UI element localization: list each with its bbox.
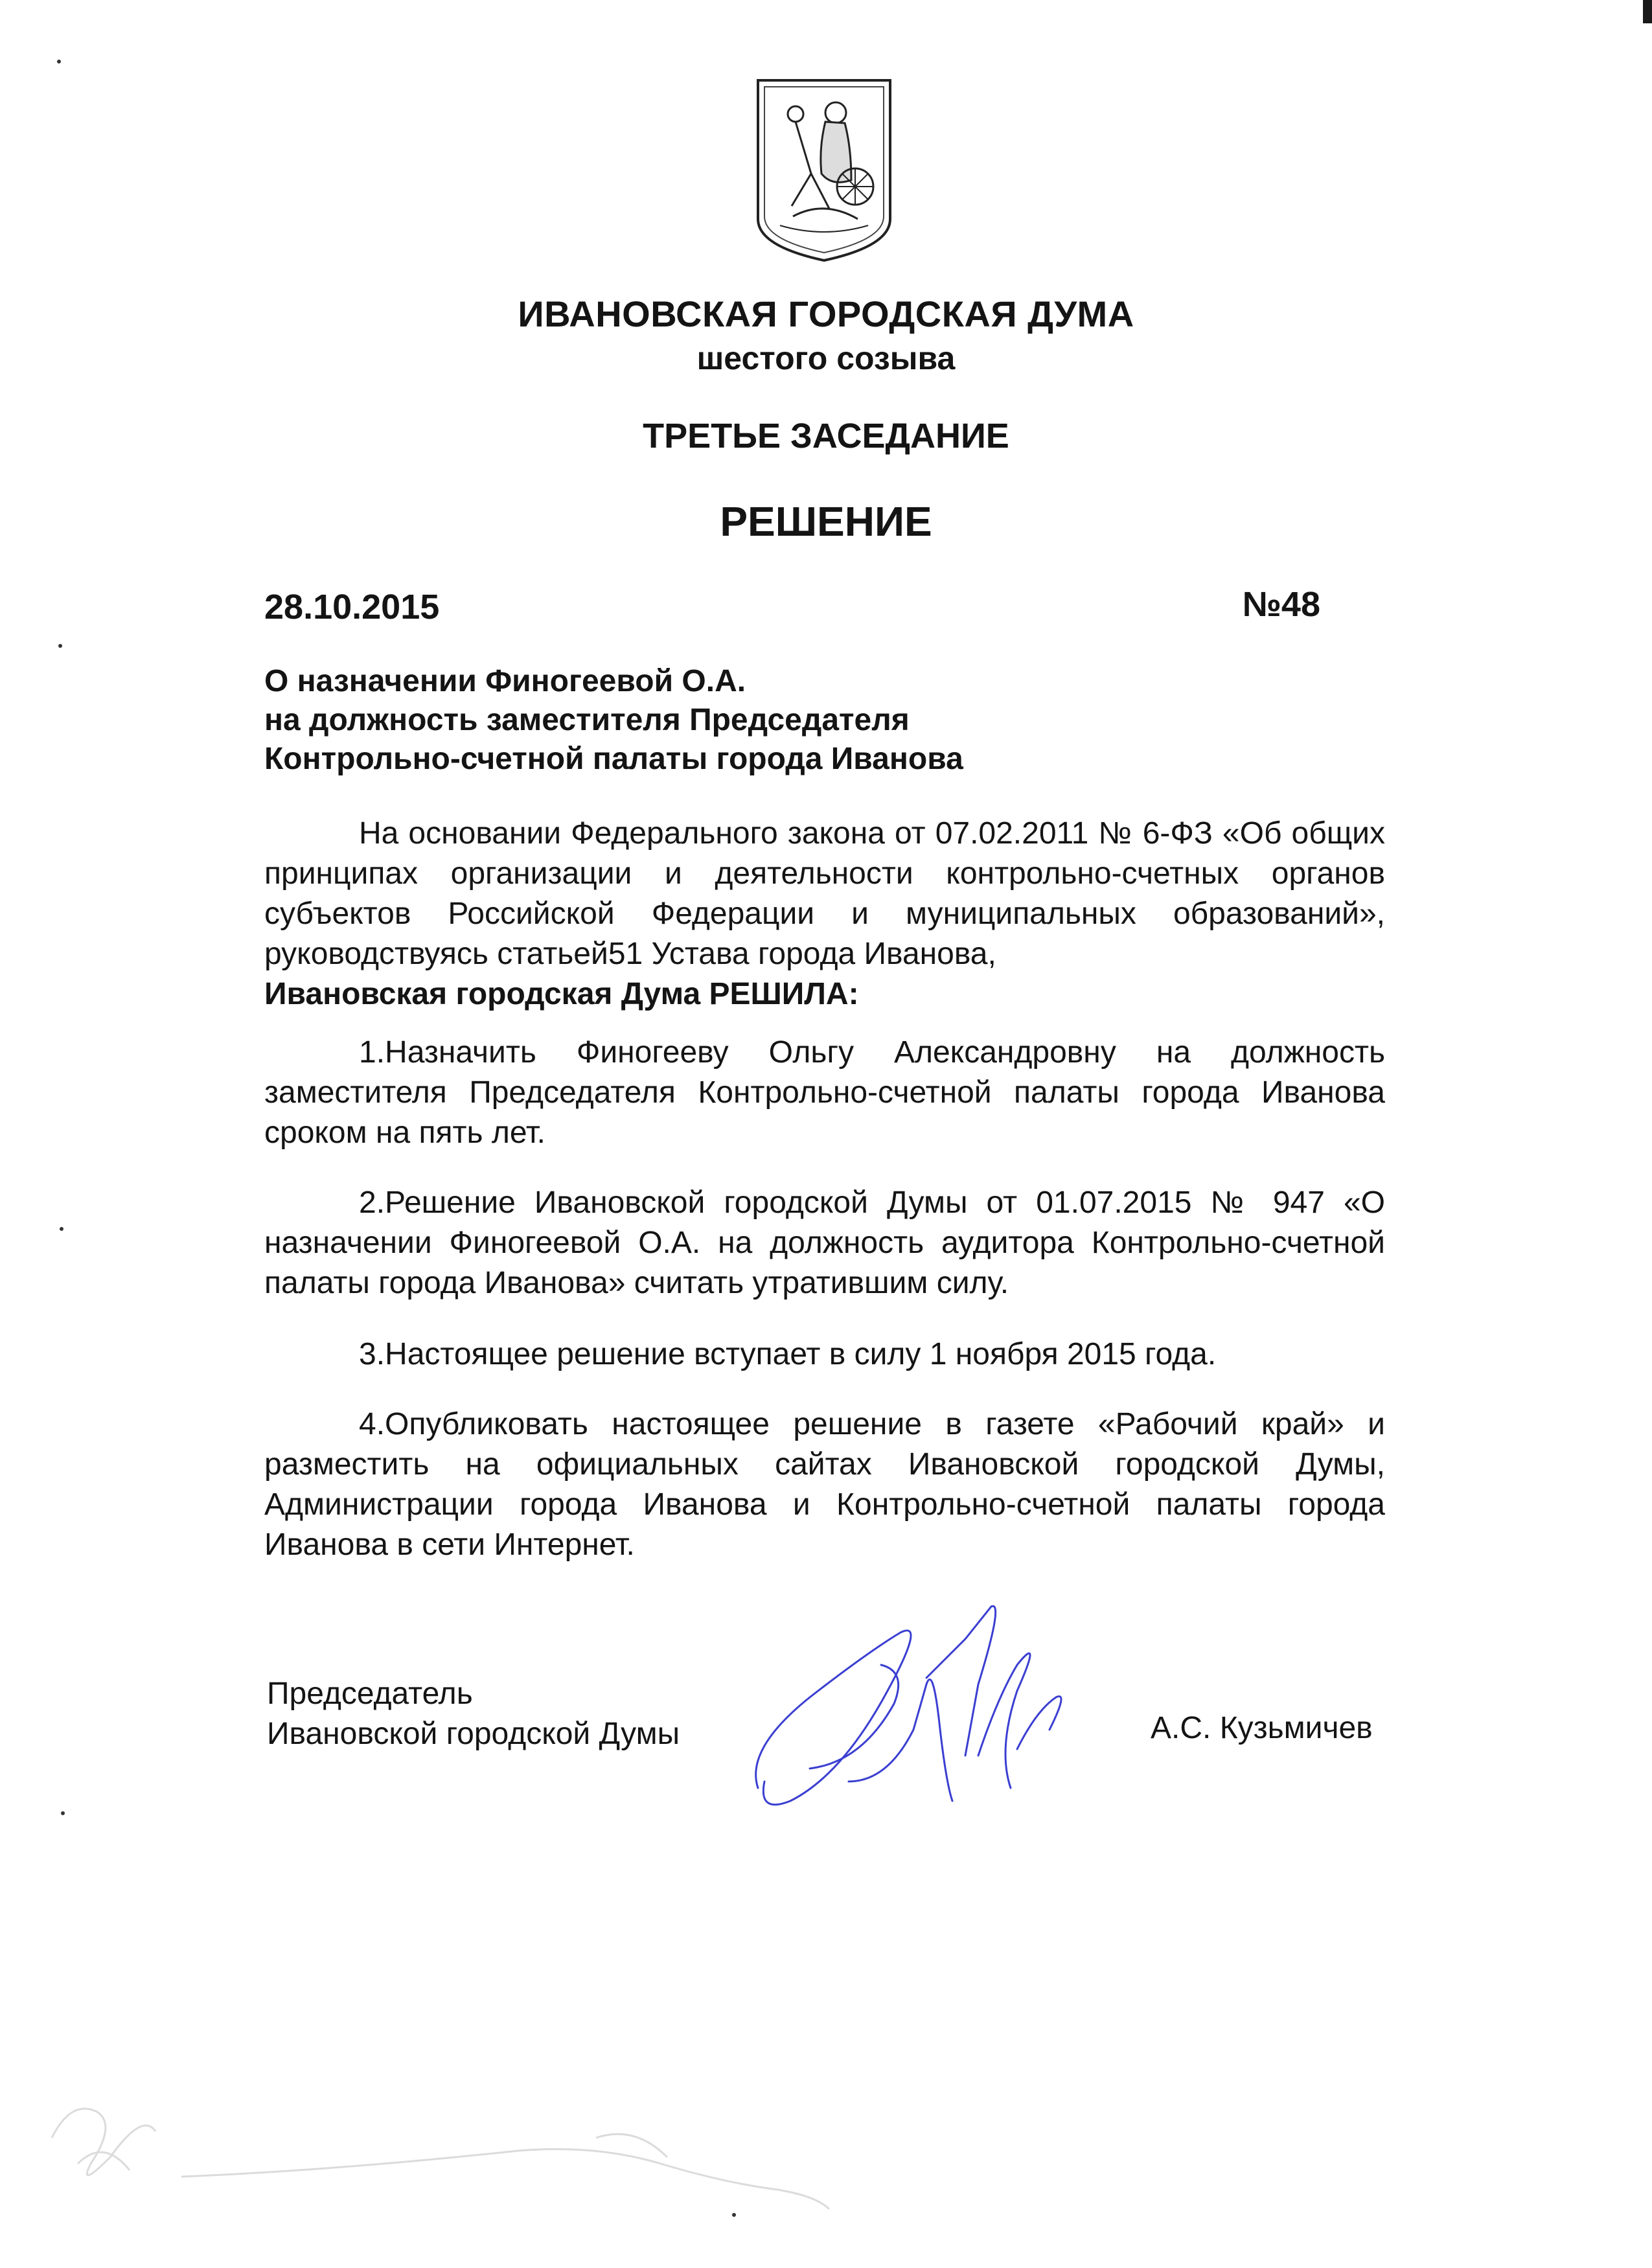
- subject-line: на должность заместителя Председателя: [264, 703, 910, 737]
- faint-bleed-through-mark: [13, 2060, 855, 2241]
- subject-line: Контрольно-счетной палаты города Иванова: [264, 742, 963, 776]
- signatory-title-line: Председатель: [267, 1677, 473, 1711]
- signatory-name: А.С. Кузьмичев: [1151, 1711, 1373, 1745]
- scan-speck: [57, 60, 61, 63]
- resolution-item-2: 2.Решение Ивановской городской Думы от 01.07.2015 № 947 «О назначении Финогеевой О.А. на должность аудитора Контрольно-счетной палаты города Иванова» считать утратившим силу.: [264, 1186, 1385, 1300]
- document-number: №48: [1242, 585, 1320, 624]
- convocation-subtitle: шестого созыва: [696, 340, 956, 376]
- scan-speck: [60, 1227, 63, 1231]
- document-type-title: РЕШЕНИЕ: [720, 498, 932, 545]
- resolution-item-1: 1.Назначить Финогееву Ольгу Александровну на должность заместителя Председателя Контрольно-счетной палаты города Иванова сроком на пять лет.: [264, 1035, 1385, 1150]
- handwritten-signature: [732, 1587, 1069, 1846]
- scan-speck: [61, 1811, 65, 1815]
- subject-line: О назначении Финогеевой О.А.: [264, 664, 746, 698]
- legal-basis-text: На основании Федерального закона от 07.02.2011 № 6-ФЗ «Об общих принципах организации и деятельности контрольно-счетных органов субъектов Российской Федерации и муниципальных образований», руководствуясь статьей51 Устава города Иванова,: [264, 816, 1385, 971]
- signatory-title-line: Ивановской городской Думы: [267, 1717, 680, 1751]
- organization-title: ИВАНОВСКАЯ ГОРОДСКАЯ ДУМА: [518, 293, 1134, 334]
- document-subject: [264, 662, 963, 779]
- scan-speck: [58, 644, 62, 648]
- scan-edge-mark: [1643, 0, 1652, 23]
- resolution-item-3: 3.Настоящее решение вступает в силу 1 ноября 2015 года.: [359, 1337, 1217, 1371]
- session-title: ТРЕТЬЕ ЗАСЕДАНИЕ: [643, 417, 1009, 455]
- legal-basis-paragraph: [264, 814, 1385, 1014]
- resolution-item-4: 4.Опубликовать настоящее решение в газете «Рабочий край» и разместить на официальных сайтах Ивановской городской Думы, Администрации города Иванова и Контрольно-счетной палаты города Иванова в сети Интернет.: [264, 1407, 1385, 1562]
- scan-speck: [732, 2213, 736, 2217]
- resolution-statement: Ивановская городская Дума РЕШИЛА:: [264, 977, 859, 1011]
- document-date: 28.10.2015: [264, 588, 440, 626]
- signatory-title: [267, 1674, 680, 1754]
- coat-of-arms-icon: [754, 76, 894, 264]
